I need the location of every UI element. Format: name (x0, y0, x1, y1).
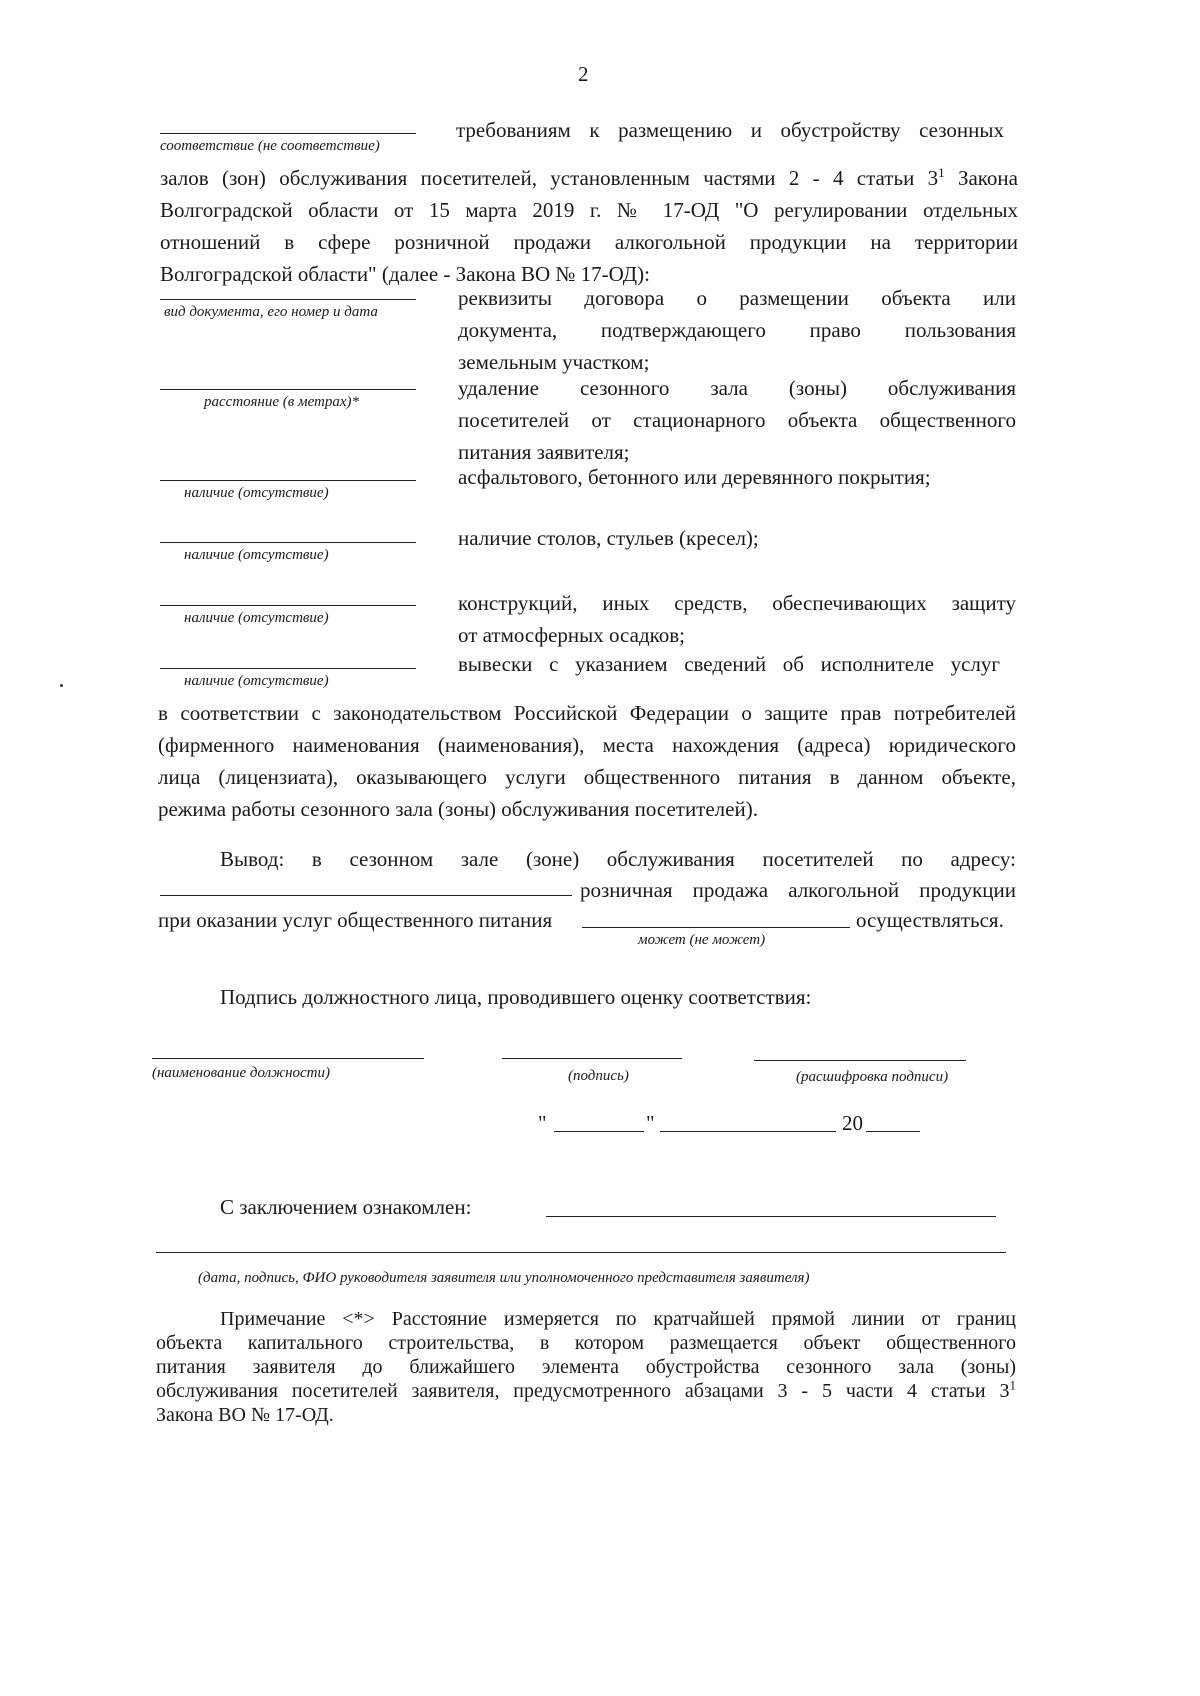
furniture-caption: наличие (отсутствие) (184, 547, 329, 563)
signature-blank[interactable] (502, 1058, 682, 1059)
acquaint-caption: (дата, подпись, ФИО руководителя заявителя или уполномоченного представителя заявителя) (198, 1270, 810, 1286)
document-details-caption: вид документа, его номер и дата (164, 304, 378, 320)
year-blank[interactable] (866, 1131, 920, 1132)
acquaint-label: С заключением ознакомлен: (220, 1195, 472, 1219)
signboard-caption: наличие (отсутствие) (184, 673, 329, 689)
furniture-blank[interactable] (160, 542, 416, 543)
surface-caption: наличие (отсутствие) (184, 485, 329, 501)
compliance-caption: соответствие (не соответствие) (160, 138, 380, 154)
law-reference-paragraph: залов (зон) обслуживания посетителей, установленным частями 2 - 4 статьи $3^1$ Закона Волгоградской области от 15 марта 2019 г. № 17-ОД "О регулировании отдельных отношений в сфере розничной продажи алкогольной продукции на территории Волгоградской области" (далее - Закона ВО № 17-ОД): (160, 165, 1018, 286)
day-blank[interactable] (554, 1131, 644, 1132)
item-distance: удаление сезонного зала (зоны) обслуживания посетителей от стационарного объекта общественного питания заявителя; (458, 376, 1016, 464)
month-blank[interactable] (660, 1131, 836, 1132)
item-furniture: наличие столов, стульев (кресел); (458, 526, 759, 550)
scan-dot (60, 684, 63, 687)
acquaint-signature-blank[interactable] (546, 1216, 996, 1217)
may-blank[interactable] (582, 927, 850, 928)
may-caption: может (не может) (638, 932, 766, 948)
conclusion-service-text: при оказании услуг общественного питания (158, 908, 553, 932)
signature-caption: (подпись) (568, 1068, 629, 1084)
date-quote-close: " (646, 1111, 655, 1135)
acquaint-full-blank[interactable] (156, 1252, 1006, 1253)
item-signboard: вывески с указанием сведений об исполнителе услуг (458, 652, 1000, 676)
signature-decode-blank[interactable] (754, 1060, 966, 1061)
item-contract-details: реквизиты договора о размещении объекта или документа, подтверждающего право пользования земельным участком; (458, 286, 1016, 374)
signature-heading: Подпись должностного лица, проводившего оценку соответствия: (220, 985, 812, 1009)
position-blank[interactable] (152, 1058, 424, 1059)
address-blank[interactable] (160, 895, 572, 896)
compliance-blank[interactable] (160, 133, 416, 134)
page-number: 2 (578, 62, 589, 86)
footnote: Примечание <*> Расстояние измеряется по кратчайшей прямой линии от границ объекта капитального строительства, в котором размещается объект общественного питания заявителя до ближайшего элемента обустройства сезонного зала (зоны) обслуживания посетителей заявителя, предусмотренного абзацами 3 - 5 части 4 статьи $3^1$ Закона ВО № 17-ОД. (156, 1308, 1016, 1426)
distance-blank[interactable] (160, 389, 416, 390)
item-surface: асфальтового, бетонного или деревянного покрытия; (458, 465, 931, 489)
shelter-blank[interactable] (160, 605, 416, 606)
document-details-blank[interactable] (160, 299, 416, 300)
year-prefix: 20 (842, 1111, 863, 1135)
conclusion-end-text: осуществляться. (856, 908, 1004, 932)
signboard-paragraph: в соответствии с законодательством Российской Федерации о защите прав потребителей (фирменного наименования (наименования), места нахождения (адреса) юридического лица (лицензиата), оказывающего услуги общественного питания в данном объекте, режима работы сезонного зала (зоны) обслуживания посетителей). (158, 701, 1016, 821)
date-quote-open: " (538, 1111, 547, 1135)
shelter-caption: наличие (отсутствие) (184, 610, 329, 626)
conclusion-sale-text: розничная продажа алкогольной продукции (580, 878, 1016, 902)
signature-decode-caption: (расшифровка подписи) (796, 1069, 949, 1085)
surface-blank[interactable] (160, 480, 416, 481)
conclusion-line: Вывод: в сезонном зале (зоне) обслуживания посетителей по адресу: (220, 847, 1016, 871)
requirements-line: требованиям к размещению и обустройству сезонных (456, 118, 1004, 142)
signboard-blank[interactable] (160, 668, 416, 669)
position-caption: (наименование должности) (152, 1065, 331, 1081)
distance-caption: расстояние (в метрах)* (204, 394, 360, 410)
item-shelter: конструкций, иных средств, обеспечивающих защиту от атмосферных осадков; (458, 591, 1016, 647)
